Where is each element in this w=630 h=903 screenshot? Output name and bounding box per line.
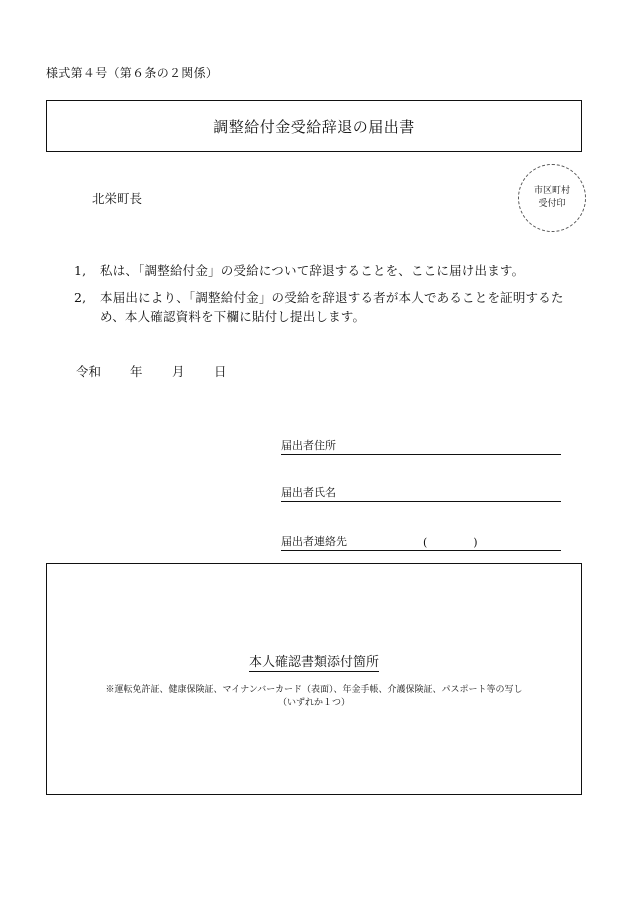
document-title: 調整給付金受給辞退の届出書 bbox=[213, 117, 415, 136]
date-year-label: 年 bbox=[130, 364, 143, 379]
attachment-note-line-1: ※運転免許証、健康保険証、マイナンバーカード（表面）、年金手帳、介護保険証、パスポート等の写し bbox=[105, 685, 523, 695]
attachment-title bbox=[46, 651, 582, 670]
date-day-label: 日 bbox=[214, 364, 227, 379]
date-line bbox=[76, 362, 227, 380]
contact-field[interactable] bbox=[281, 533, 561, 551]
item-number: 1, bbox=[74, 263, 87, 278]
address-field[interactable] bbox=[281, 437, 561, 455]
name-field[interactable] bbox=[281, 484, 561, 502]
reception-stamp-circle bbox=[518, 164, 586, 232]
date-era: 令和 bbox=[76, 364, 102, 379]
date-month-label: 月 bbox=[172, 364, 185, 379]
contact-paren-close: ) bbox=[473, 536, 478, 549]
address-label: 届出者住所 bbox=[281, 439, 336, 452]
contact-label: 届出者連絡先 bbox=[281, 535, 347, 548]
statement-item-1 bbox=[74, 261, 574, 280]
document-title-box bbox=[46, 100, 582, 152]
item-number: 2, bbox=[74, 290, 87, 305]
item-text: 本届出により、「調整給付金」の受給を辞退する者が本人であることを証明するため、本人確認資料を下欄に貼付し提出します。 bbox=[100, 290, 564, 324]
attachment-note-line-2: （いずれか１つ） bbox=[277, 698, 350, 708]
item-text: 私は、「調整給付金」の受給について辞退することを、ここに届け出ます。 bbox=[100, 263, 525, 278]
addressee: 北栄町長 bbox=[92, 191, 143, 206]
attachment-note bbox=[46, 684, 582, 710]
form-number: 様式第４号（第６条の２関係） bbox=[46, 66, 219, 80]
name-label: 届出者氏名 bbox=[281, 486, 336, 499]
stamp-line-1: 市区町村 bbox=[533, 186, 570, 196]
stamp-line-2: 受付印 bbox=[538, 199, 566, 209]
attachment-area bbox=[46, 563, 582, 795]
contact-paren-open: ( bbox=[423, 536, 428, 549]
attachment-title-text: 本人確認書類添付箇所 bbox=[248, 655, 379, 670]
statement-item-2 bbox=[74, 288, 574, 326]
